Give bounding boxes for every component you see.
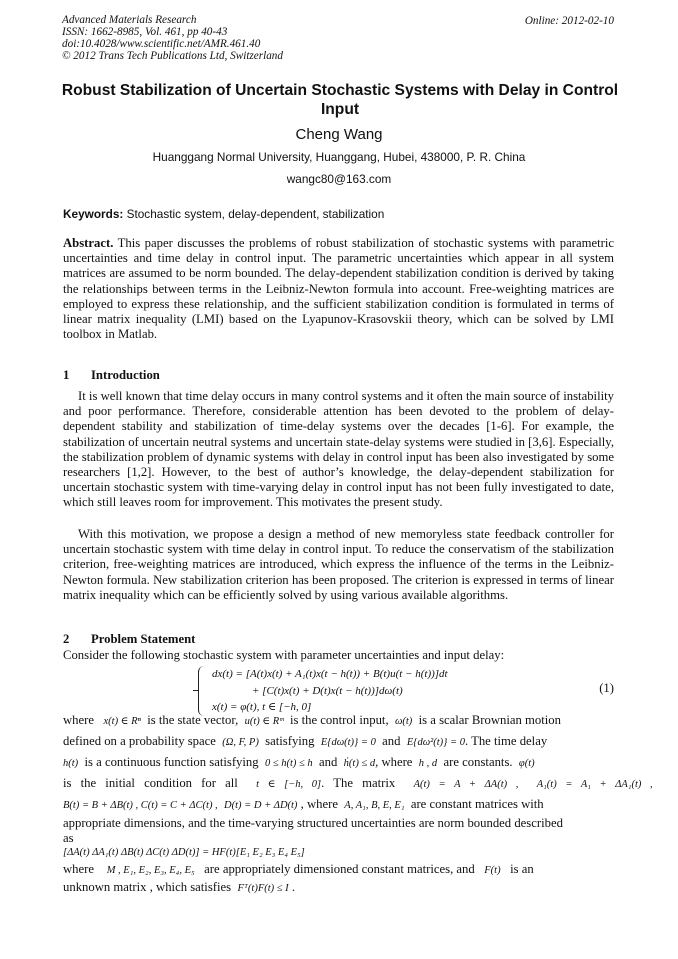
text-run: are constant matrices with [410, 797, 544, 811]
section-1-heading [63, 368, 160, 383]
text-line [63, 844, 614, 860]
author-email: wangc80@163.com [286, 172, 392, 186]
intro-paragraph-1: It is well known that time delay occurs in many control systems and it often the main source of instability and poor performance. Therefore, considerable attention has been devoted to the problem of delay-dependent stability and stabilization of time-delay systems over the decades [1-6]. For example, the stabilization of uncertain neutral systems and uncertain state-delay systems were studied in [3,6]. Especially, the stabilization problem of dynamic systems with delay in control input has been also investigated by some researchers [1,2]. However, to the best of author’s knowledge, the delay-dependent stabilization for uncertain stochastic system with time-varying delay in control input has not been fully investigated to date, which still leaves room for improvement. This motivates the present study. [63, 389, 614, 510]
math-inline: F(t) [484, 865, 501, 876]
abstract-text: This paper discusses the problems of robust stabilization of stochastic systems with parametric uncertainties and time delay in control input. The parametric uncertainties which appear in all system matrices are assumed to be norm bounded. The delay-dependent stabilization condition is derived by taking the relationships between terms in the Leibniz-Newton formula into account. Free-weighting matrices are employed to express these relationship, and the sufficient stabilization condition is formulated in terms of linear matrix inequality (LMI) based on the Lyapunov-Krasovskii theory, which can be solved by LMI toolbox in Matlab. [63, 236, 614, 342]
text-line [63, 880, 614, 896]
equation-line-3: x(t) = φ(t), t ∈ [−h, 0] [212, 701, 312, 713]
keywords-label: Keywords: [63, 207, 124, 221]
text-run: defined on a probability space [63, 734, 216, 748]
text-run: and [318, 755, 338, 769]
affiliation: Huanggang Normal University, Huanggang, Hubei, 438000, P. R. China [152, 150, 526, 164]
text-run: . The matrix [321, 776, 396, 790]
text-line [63, 776, 653, 792]
copyright-line: © 2012 Trans Tech Publications Ltd, Switzerland [62, 50, 283, 62]
text-run: , where [300, 797, 338, 811]
text-line [63, 755, 614, 771]
math-inline: M , E₁, E₂, E₃, E₄, E₅ [106, 865, 195, 876]
problem-intro: Consider the following stochastic system with parameter uncertainties and input delay: [63, 648, 505, 662]
math-inline: u(t) ∈ Rᵐ [244, 716, 284, 727]
paper-title: Robust Stabilization of Uncertain Stochastic Systems with Delay in Control Input [61, 82, 619, 118]
text-line [63, 797, 614, 813]
text-line: as [63, 831, 74, 845]
math-inline: D(t) = D + ΔD(t) [224, 800, 298, 811]
text-run: satisfying [265, 734, 315, 748]
text-run: is a scalar Brownian motion [418, 713, 561, 727]
math-inline: B(t) = B + ΔB(t) , C(t) = C + ΔC(t) , [63, 800, 218, 811]
text-run: . [291, 880, 295, 894]
text-run: , where [375, 755, 413, 769]
text-run: are appropriately dimensioned constant matrices, and [204, 862, 475, 876]
text-run: where [63, 713, 94, 727]
text-line [63, 734, 614, 750]
equation-line-1: dx(t) = [A(t)x(t) + A₁(t)x(t − h(t)) + B(t)u(t − h(t))]dt [212, 668, 448, 680]
equation-brace-tick [193, 690, 198, 691]
text-run: unknown matrix , which satisfies [63, 880, 232, 894]
math-inline: (Ω, F, P) [222, 737, 259, 748]
section-number: 1 [63, 368, 70, 382]
math-inline: A, A₁, B, E, E₁ [344, 800, 405, 811]
math-inline: ḣ(t) ≤ d [343, 758, 376, 769]
equation-number: (1) [599, 681, 614, 695]
doi-line: doi:10.4028/www.scientific.net/AMR.461.40 [62, 38, 261, 50]
math-inline: h(t) [63, 758, 79, 769]
math-inline: A(t) = A + ΔA(t) , [413, 779, 519, 790]
math-inline: E{dω(t)} = 0 [320, 737, 376, 748]
text-line: appropriate dimensions, and the time-varying structured uncertainties are norm bounded described [63, 816, 563, 830]
text-run: are constants. [443, 755, 513, 769]
math-inline: x(t) ∈ Rⁿ [103, 716, 141, 727]
text-run: is a continuous function satisfying [84, 755, 259, 769]
equation-1 [198, 666, 552, 716]
keywords [63, 207, 384, 221]
section-2-heading [63, 632, 195, 647]
math-inline: E{dω²(t)} = 0 [406, 737, 465, 748]
text-run: is the state vector, [147, 713, 239, 727]
text-line [63, 713, 614, 729]
math-inline: t ∈ [−h, 0] [256, 779, 322, 790]
math-inline: φ(t) [518, 758, 535, 769]
equation-line-2: + [C(t)x(t) + D(t)x(t − h(t))]dω(t) [252, 684, 403, 697]
author-name: Cheng Wang [295, 126, 383, 143]
abstract-label: Abstract. [63, 236, 114, 250]
text-run: is the control input, [289, 713, 389, 727]
abstract [63, 236, 614, 342]
math-inline: 0 ≤ h(t) ≤ h [264, 758, 313, 769]
section-number: 2 [63, 632, 70, 646]
text-run: . The time delay [464, 734, 548, 748]
section-title: Problem Statement [91, 632, 196, 646]
keywords-text: Stochastic system, delay-dependent, stabilization [123, 207, 385, 221]
text-run: and [382, 734, 401, 748]
section-title: Introduction [91, 368, 160, 382]
math-inline: A₁(t) = A₁ + ΔA₁(t) , [536, 779, 653, 790]
math-inline: Fᵀ(t)F(t) ≤ I [237, 883, 289, 894]
equation-brace [198, 666, 207, 716]
online-date: Online: 2012-02-10 [524, 15, 614, 27]
journal-name: Advanced Materials Research [62, 14, 197, 26]
text-run: where [63, 862, 94, 876]
math-inline: h , d [418, 758, 438, 769]
text-run: is the initial condition for all [63, 776, 238, 790]
text-line [63, 862, 614, 878]
intro-paragraph-2: With this motivation, we propose a design a method of new memoryless state feedback controller for uncertain stochastic system with time delay in control input. To reduce the conservatism of the stabilization criterion, free-weighting matrices are introduced, which express the influence of the terms in the Leibniz-Newton formula. New stabilization criterion has been proposed. The criterion is expressed in terms of linear matrix inequality which can be efficiently solved by using various available algorithms. [63, 527, 614, 602]
math-inline: [ΔA(t) ΔA₁(t) ΔB(t) ΔC(t) ΔD(t)] = HF(t)[E₁ E₂ E₃ E₄ E₅] [63, 847, 305, 858]
text-run: is an [510, 862, 534, 876]
math-inline: ω(t) [394, 716, 413, 727]
issn-line: ISSN: 1662-8985, Vol. 461, pp 40-43 [62, 26, 228, 38]
